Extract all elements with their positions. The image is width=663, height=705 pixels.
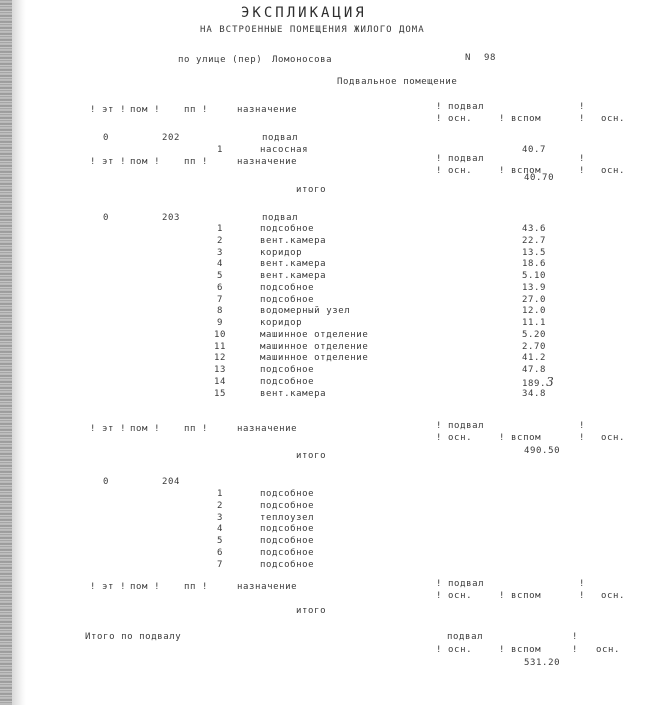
- item-name: подсобное: [260, 224, 315, 234]
- header-main: осн.: [601, 433, 626, 443]
- header-purpose: назначение: [237, 424, 298, 434]
- header-bang: !: [579, 579, 586, 589]
- item-number: 3: [217, 248, 224, 258]
- document-title: ЭКСПЛИКАЦИЯ: [241, 5, 367, 21]
- group-room: 204: [162, 477, 181, 487]
- item-number: 1: [217, 224, 224, 234]
- header-aux: ! вспом: [499, 433, 542, 443]
- item-area: 5.20: [522, 330, 547, 340]
- item-name: машинное отделение: [260, 330, 369, 340]
- group-floor: 0: [103, 477, 110, 487]
- item-name: водомерный узел: [260, 306, 351, 316]
- header-bang: !: [579, 114, 586, 124]
- header-pom: пом !: [130, 582, 161, 592]
- item-area: 11.1: [522, 318, 547, 328]
- total-label: итого: [296, 451, 327, 461]
- group-type: подвал: [262, 133, 299, 143]
- header-main: осн.: [601, 591, 626, 601]
- item-number: 2: [217, 501, 224, 511]
- item-area: 13.9: [522, 283, 547, 293]
- item-number: 11: [214, 342, 227, 352]
- header-osn: ! осн.: [436, 166, 473, 176]
- header-pp: пп !: [184, 157, 209, 167]
- section-title: Подвальное помещение: [337, 77, 458, 87]
- item-name: вент.камера: [260, 389, 327, 399]
- header-pp: пп !: [184, 582, 209, 592]
- item-number: 15: [214, 389, 227, 399]
- item-area: 43.6: [522, 224, 547, 234]
- grand-total-main: осн.: [596, 645, 621, 655]
- item-area: 2.70: [522, 342, 547, 352]
- header-purpose: назначение: [237, 157, 298, 167]
- item-number: 2: [217, 236, 224, 246]
- item-number: 6: [217, 283, 224, 293]
- header-main: осн.: [601, 166, 626, 176]
- header-pp: пп !: [184, 105, 209, 115]
- item-number: 13: [214, 365, 227, 375]
- header-basement: ! подвал: [436, 579, 485, 589]
- item-name: насосная: [260, 145, 309, 155]
- group-room: 202: [162, 133, 181, 143]
- header-aux: ! вспом: [499, 591, 542, 601]
- item-name: подсобное: [260, 283, 315, 293]
- header-aux: ! вспом: [499, 114, 542, 124]
- item-number: 6: [217, 548, 224, 558]
- item-name: вент.камера: [260, 259, 327, 269]
- item-name: подсобное: [260, 560, 315, 570]
- grand-total-basement: подвал: [447, 632, 484, 642]
- house-number: 98: [484, 53, 497, 63]
- item-number: 1: [217, 145, 224, 155]
- scan-edge-shadow: [0, 0, 12, 705]
- grand-total-aux: ! вспом: [499, 645, 542, 655]
- item-name: вент.камера: [260, 236, 327, 246]
- item-number: 1: [217, 489, 224, 499]
- header-et: ! эт !: [90, 424, 127, 434]
- item-number: 7: [217, 560, 224, 570]
- header-bang: !: [579, 166, 586, 176]
- item-number: 5: [217, 536, 224, 546]
- item-name: коридор: [260, 248, 303, 258]
- group-floor: 0: [103, 213, 110, 223]
- header-basement: ! подвал: [436, 154, 485, 164]
- item-number: 10: [214, 330, 227, 340]
- item-name: подсобное: [260, 536, 315, 546]
- item-number: 7: [217, 295, 224, 305]
- item-number: 4: [217, 259, 224, 269]
- item-name: подсобное: [260, 489, 315, 499]
- item-name: машинное отделение: [260, 353, 369, 363]
- item-name: подсобное: [260, 377, 315, 387]
- item-name: подсобное: [260, 365, 315, 375]
- header-et: ! эт !: [90, 105, 127, 115]
- header-purpose: назначение: [237, 582, 298, 592]
- item-number: 8: [217, 306, 224, 316]
- item-name: подсобное: [260, 524, 315, 534]
- header-bang: !: [579, 421, 586, 431]
- header-osn: ! осн.: [436, 433, 473, 443]
- item-number: 9: [217, 318, 224, 328]
- item-number: 4: [217, 524, 224, 534]
- grand-total-osn: ! осн.: [436, 645, 473, 655]
- item-number: 3: [217, 513, 224, 523]
- item-name: подсобное: [260, 548, 315, 558]
- header-basement: ! подвал: [436, 102, 485, 112]
- header-pom: пом !: [130, 424, 161, 434]
- grand-total-label: Итого по подвалу: [85, 632, 182, 642]
- item-area: 47.8: [522, 365, 547, 375]
- group-room: 203: [162, 213, 181, 223]
- item-area: 22.7: [522, 236, 547, 246]
- header-et: ! эт !: [90, 157, 127, 167]
- item-name: подсобное: [260, 295, 315, 305]
- house-label: N: [465, 53, 472, 63]
- header-basement: ! подвал: [436, 421, 485, 431]
- header-bang: !: [579, 433, 586, 443]
- item-number: 5: [217, 271, 224, 281]
- item-name: коридор: [260, 318, 303, 328]
- item-area: 40.7: [522, 145, 547, 155]
- item-number: 12: [214, 353, 227, 363]
- item-name: теплоузел: [260, 513, 315, 523]
- item-name: подсобное: [260, 501, 315, 511]
- header-bang: !: [579, 154, 586, 164]
- group-total: 490.50: [524, 446, 561, 456]
- document-subtitle: НА ВСТРОЕННЫЕ ПОМЕЩЕНИЯ ЖИЛОГО ДОМА: [200, 25, 425, 35]
- group-floor: 0: [103, 133, 110, 143]
- total-label: итого: [296, 185, 327, 195]
- total-label: итого: [296, 606, 327, 616]
- header-pom: пом !: [130, 105, 161, 115]
- item-area: 12.0: [522, 306, 547, 316]
- item-number: 14: [214, 377, 227, 387]
- header-bang: !: [579, 591, 586, 601]
- grand-total-bang: !: [572, 632, 579, 642]
- header-bang: !: [579, 102, 586, 112]
- grand-total-value: 531.20: [524, 658, 561, 668]
- header-purpose: назначение: [237, 105, 298, 115]
- item-area: 34.8: [522, 389, 547, 399]
- item-area: 18.6: [522, 259, 547, 269]
- handwritten-correction: 3: [546, 375, 555, 389]
- street-name: Ломоносова: [272, 55, 333, 65]
- item-area: 5.10: [522, 271, 547, 281]
- header-aux: ! вспом: [499, 166, 542, 176]
- scan-edge-fade: [12, 0, 26, 705]
- group-total: 40.70: [524, 173, 555, 183]
- item-area: 27.0: [522, 295, 547, 305]
- header-et: ! эт !: [90, 582, 127, 592]
- street-label: по улице (пер): [178, 55, 263, 65]
- header-osn: ! осн.: [436, 591, 473, 601]
- header-main: осн.: [601, 114, 626, 124]
- item-name: вент.камера: [260, 271, 327, 281]
- item-area: 41.2: [522, 353, 547, 363]
- header-pom: пом !: [130, 157, 161, 167]
- header-pp: пп !: [184, 424, 209, 434]
- header-osn: ! осн.: [436, 114, 473, 124]
- item-area: 13.5: [522, 248, 547, 258]
- item-name: машинное отделение: [260, 342, 369, 352]
- grand-total-bang2: !: [572, 645, 579, 655]
- item-area: 189.3: [522, 375, 555, 389]
- group-type: подвал: [262, 213, 299, 223]
